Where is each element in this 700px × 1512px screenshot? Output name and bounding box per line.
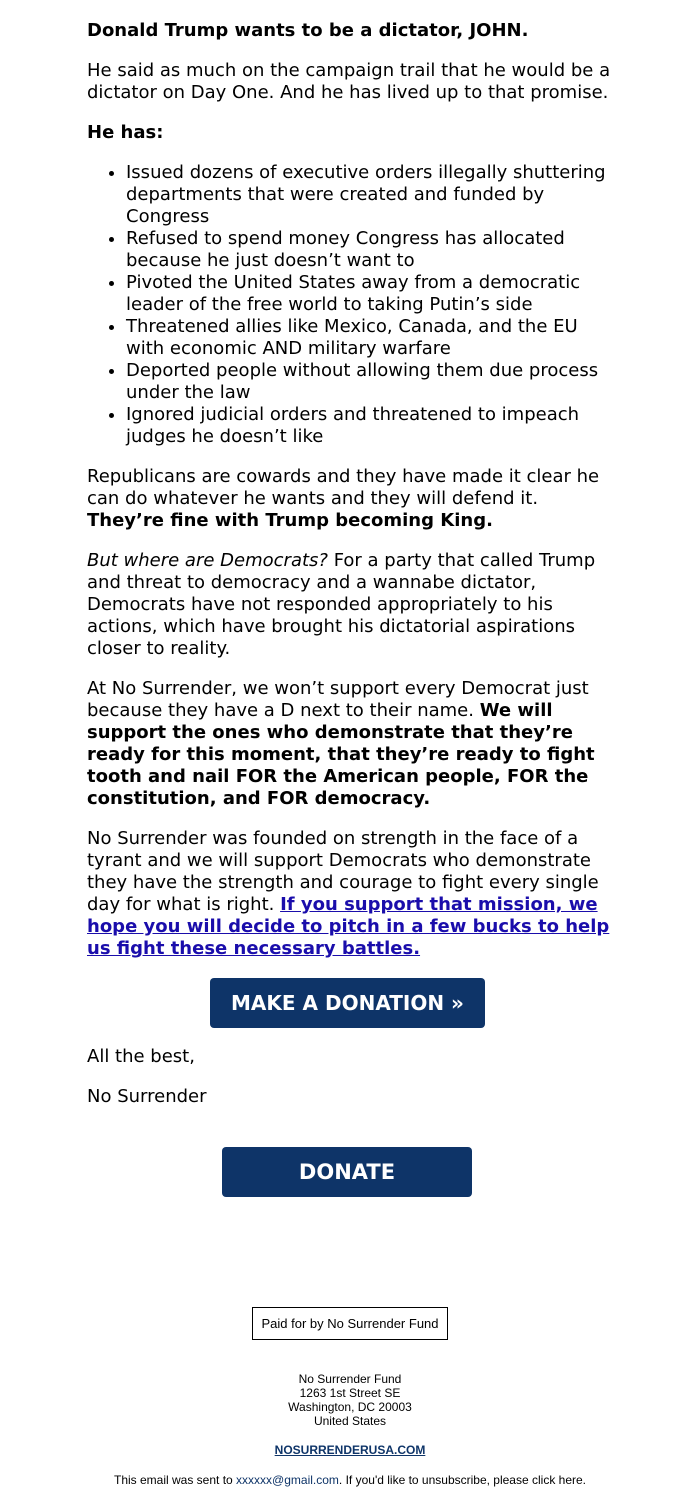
signature-text: No Surrender [87,1086,207,1107]
address-line: Washington, DC 20003 [288,1400,412,1414]
list-heading: He has: [87,122,164,143]
closing-text: All the best, [87,1046,195,1067]
sent-prefix: This email was sent to [113,1473,233,1487]
list-item: • Pivoted the United States away from a democratic leader of the free world to taking Putin’s side [126,272,615,316]
accusations-list [87,162,615,448]
unsubscribe-text[interactable]: . If you'd like to unsubscribe, please click here. [338,1473,587,1487]
democrats-paragraph [87,550,615,660]
website-link[interactable]: NOSURRENDERUSA.COM [274,1443,426,1457]
make-donation-button[interactable]: MAKE A DONATION » [210,978,485,1028]
mailing-address [0,1372,700,1428]
list-item: • Threatened allies like Mexico, Canada, and the EU with economic AND military warfare [126,316,615,360]
list-item: • Ignored judicial orders and threatened to impeach judges he doesn’t like [126,404,615,448]
donate-button[interactable]: DONATE [222,1147,472,1197]
republicans-paragraph [87,466,615,532]
greeting-heading: Donald Trump wants to be a dictator, JOHN. [87,20,529,41]
republicans-bold: They’re fine with Trump becoming King. [87,510,493,531]
democrats-text: For a party that called Trump and threat to democracy and a wannabe dictator, Democrats have not responded appropriately to his actions, which have brought his dictatorial aspirations closer to reality. [87,550,596,659]
email-body [87,20,615,978]
address-line: No Surrender Fund [298,1372,402,1386]
nosurrender-text: At No Surrender, we won’t support every Democrat just because they have a D next to their name. [87,678,589,721]
sent-to-notice [0,1473,700,1487]
paid-for-box: Paid for by No Surrender Fund [252,1307,447,1340]
address-line: United States [313,1414,387,1428]
list-item: • Refused to spend money Congress has allocated because he just doesn’t want to [126,228,615,272]
list-item: • Issued dozens of executive orders illegally shuttering departments that were created and funded by Congress [126,162,615,228]
support-mission-link[interactable]: If you support that mission, we hope you will decide to pitch in a few bucks to help us fight these necessary battles. [87,894,610,959]
paid-for-disclaimer [0,1307,700,1340]
founded-text: No Surrender was founded on strength in the face of a tyrant and we will support Democrats who demonstrate they have the strength and courage to fight every single day for what is right. [87,828,599,915]
nosurrender-paragraph [87,678,615,810]
list-item: • Deported people without allowing them due process under the law [126,360,615,404]
republicans-text: Republicans are cowards and they have made it clear he can do whatever he wants and they will defend it. [87,466,600,509]
nosurrender-bold: We will support the ones who demonstrate that they’re ready for this moment, that they’re ready to fight tooth and nail FOR the American people, FOR the constitution, and FOR democracy. [87,700,595,809]
website-footer [0,1443,700,1457]
address-line: 1263 1st Street SE [299,1386,401,1400]
democrats-italic: But where are Democrats? [87,550,328,571]
intro-paragraph: He said as much on the campaign trail that he would be a dictator on Day One. And he has lived up to that promise. [87,60,611,103]
recipient-email: xxxxxx@gmail.com [236,1473,339,1487]
founded-paragraph [87,828,615,960]
